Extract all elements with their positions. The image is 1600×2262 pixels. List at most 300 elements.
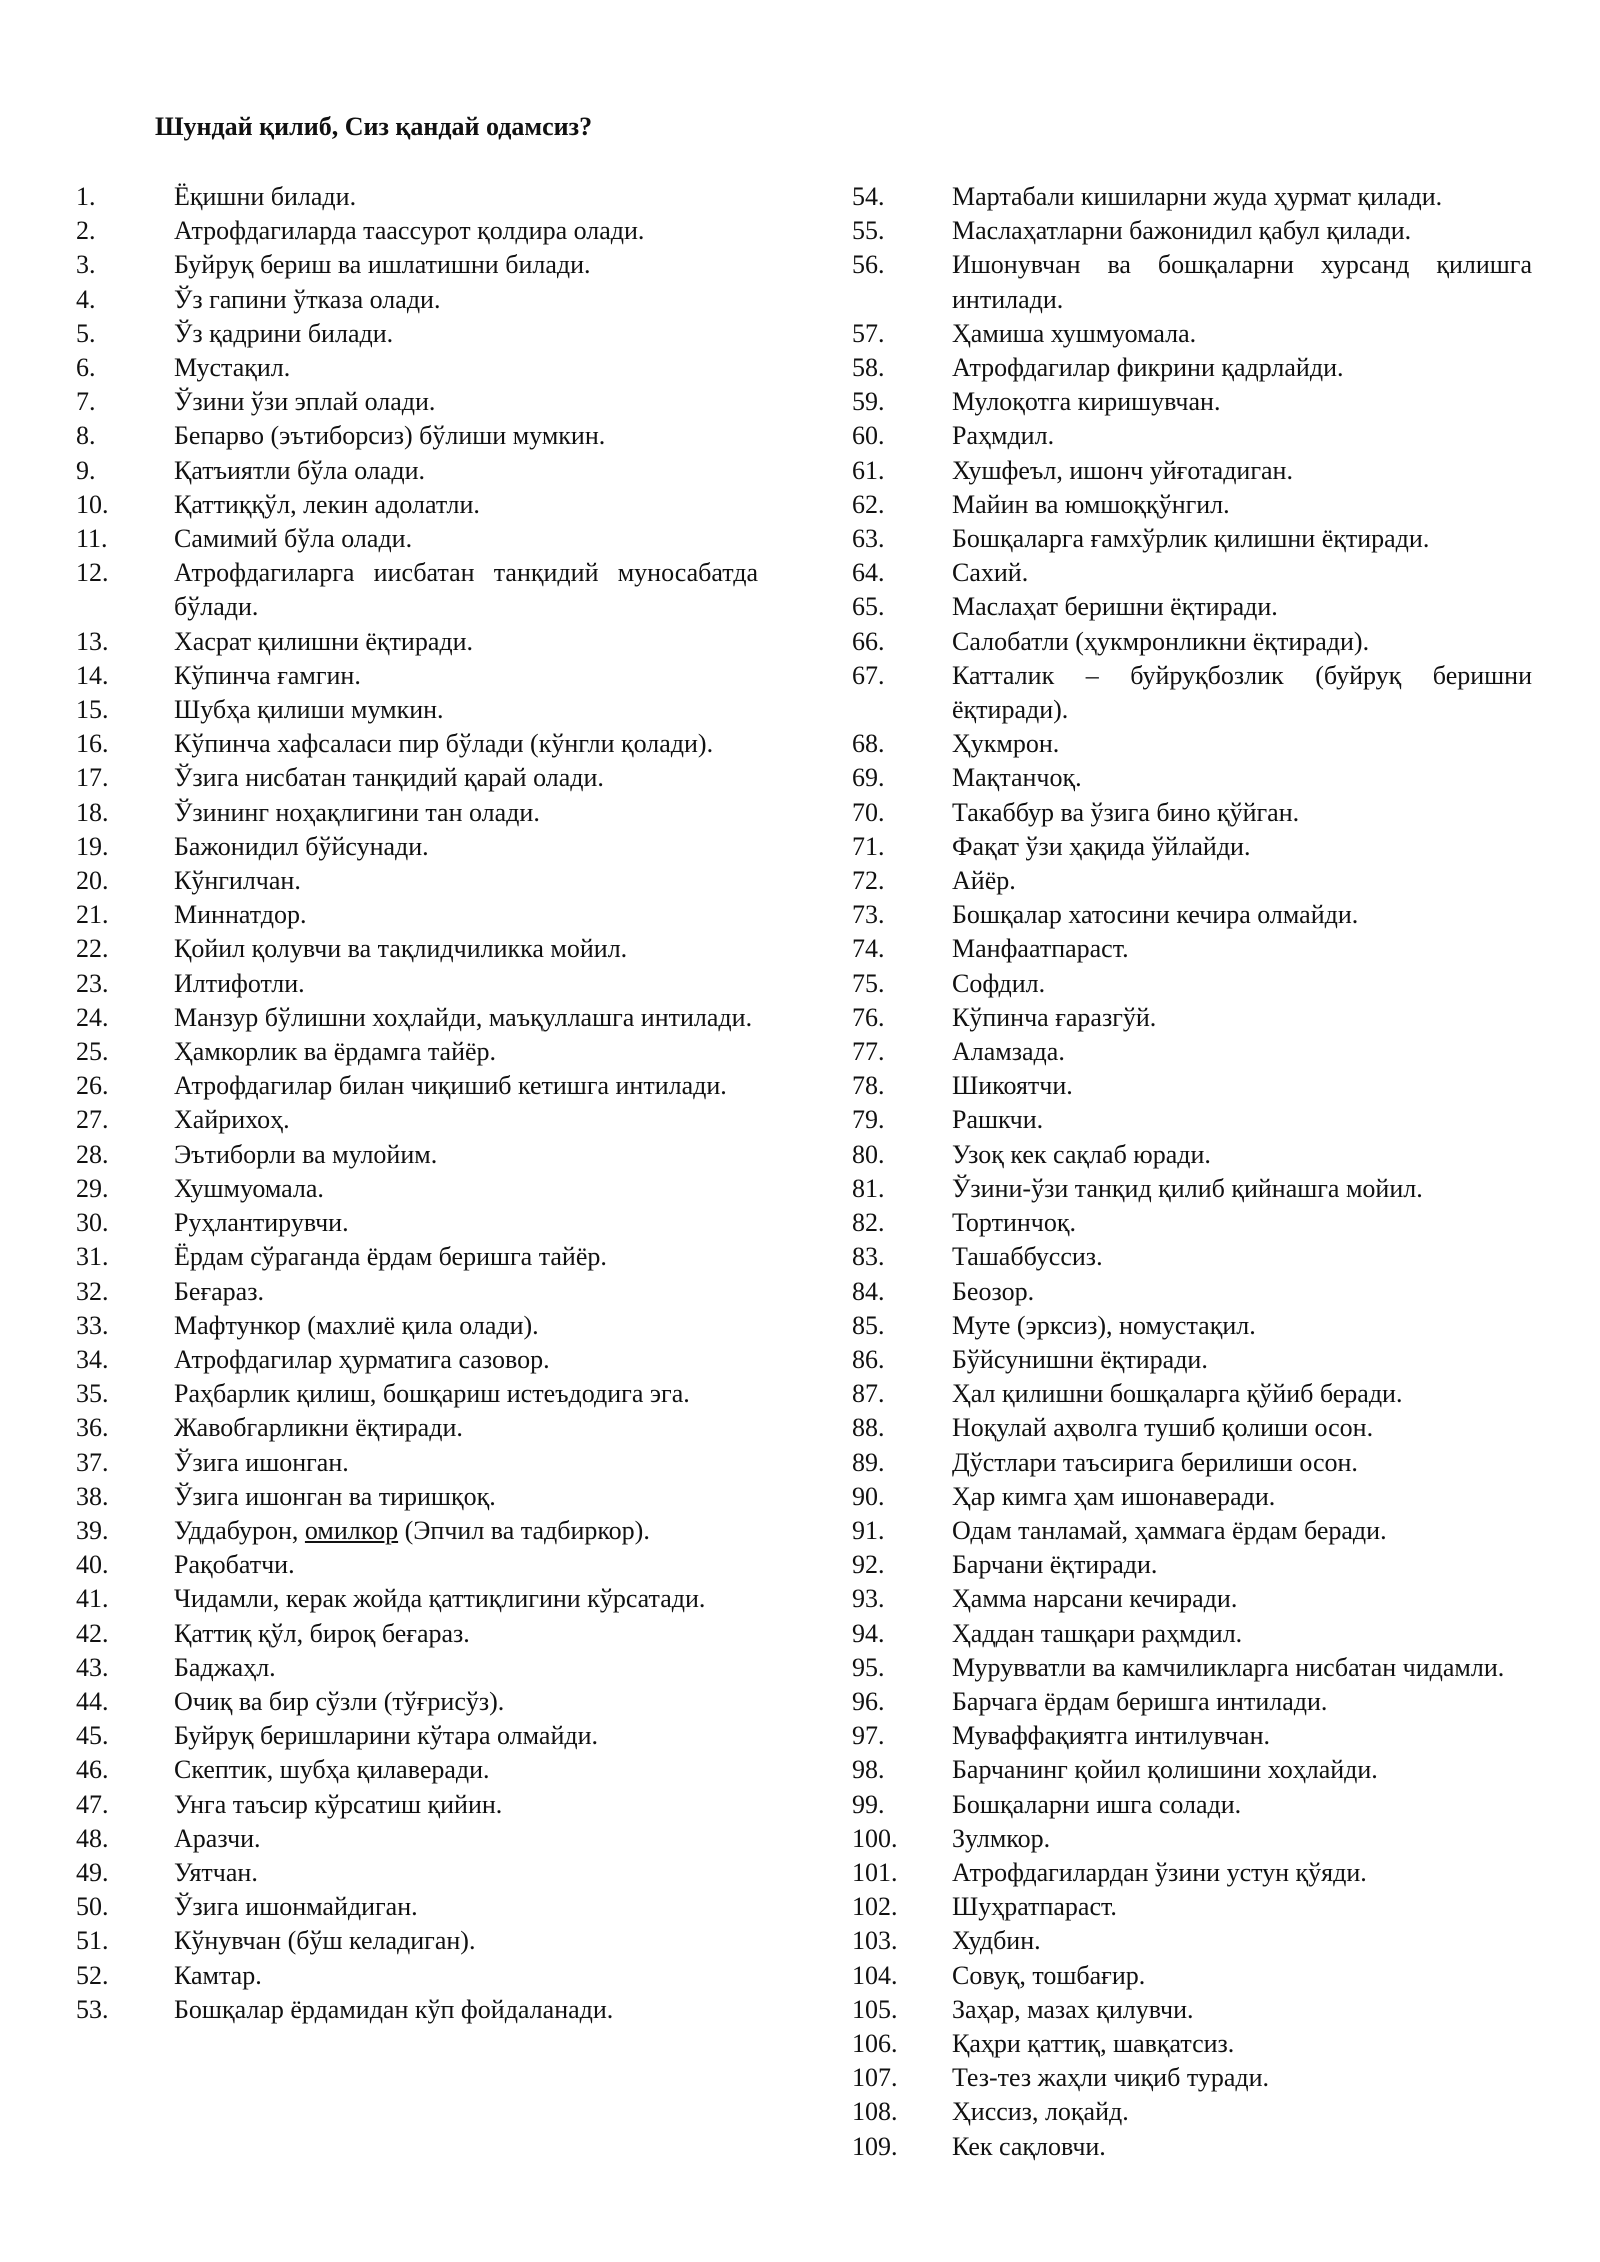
list-item — [852, 1446, 1532, 1480]
item-text: Ҳамиша хушмуомала. — [952, 318, 1197, 348]
list-item — [852, 1514, 1532, 1548]
item-number: 58. — [852, 353, 885, 383]
item-number: 32. — [76, 1276, 109, 1306]
item-text: Тортинчоқ. — [952, 1208, 1076, 1238]
list-item — [852, 180, 1532, 214]
item-number: 72. — [852, 866, 885, 896]
item-number: 80. — [852, 1139, 885, 1169]
item-text: Бепарво (эътиборсиз) бўлиши мумкин. — [174, 421, 606, 451]
list-item — [852, 898, 1532, 932]
item-text: Бажонидил бўйсунади. — [174, 831, 429, 861]
item-number: 87. — [852, 1379, 885, 1409]
item-number: 97. — [852, 1721, 885, 1751]
item-text: Тез-тез жаҳли чиқиб туради. — [952, 2063, 1270, 2093]
item-text: Скептик, шубҳа қилаверади. — [174, 1755, 490, 1785]
item-text: Эътиборли ва мулойим. — [174, 1139, 438, 1169]
list-item — [76, 419, 758, 453]
item-number: 12. — [76, 558, 109, 588]
list-item — [852, 590, 1532, 624]
list-item — [76, 967, 758, 1001]
list-item — [852, 454, 1532, 488]
list-item — [76, 248, 758, 282]
item-number: 54. — [852, 182, 885, 211]
list-item — [852, 1993, 1532, 2027]
item-number: 103. — [852, 1926, 898, 1956]
item-text: Софдил. — [952, 968, 1046, 998]
list-item — [76, 898, 758, 932]
item-number: 48. — [76, 1823, 109, 1853]
item-text: Дўстлари таъсирига берилиши осон. — [952, 1447, 1358, 1477]
item-text: Аразчи. — [174, 1823, 261, 1853]
list-item — [852, 1480, 1532, 1514]
item-text: Қаҳри қаттиқ, шавқатсиз. — [952, 2028, 1235, 2058]
item-number: 51. — [76, 1926, 109, 1956]
list-item — [852, 2130, 1532, 2164]
item-number: 30. — [76, 1208, 109, 1238]
item-text: Барчани ёқтиради. — [952, 1550, 1158, 1580]
item-text: Ўзини-ўзи танқид қилиб қийнашга мойил. — [952, 1173, 1423, 1203]
item-text: Шуҳратпараст. — [952, 1892, 1117, 1922]
item-number: 39. — [76, 1515, 109, 1545]
item-number: 55. — [852, 216, 885, 246]
item-number: 63. — [852, 524, 885, 554]
item-text: Ўзига ишонган. — [174, 1447, 349, 1477]
item-number: 4. — [76, 284, 96, 314]
item-number: 89. — [852, 1447, 885, 1477]
list-item — [76, 1206, 758, 1240]
item-text: Ҳиссиз, лоқайд. — [952, 2097, 1129, 2127]
list-item — [852, 1309, 1532, 1343]
item-text: Ёқишни билади. — [174, 182, 357, 211]
list-item — [76, 727, 758, 761]
item-text: Бошқаларни ишга солади. — [952, 1789, 1242, 1819]
item-number: 33. — [76, 1310, 109, 1340]
item-text: Беозор. — [952, 1276, 1035, 1306]
item-number: 79. — [852, 1105, 885, 1135]
list-item — [852, 1069, 1532, 1103]
list-item — [852, 1001, 1532, 1035]
list-item — [852, 1582, 1532, 1616]
list-item — [76, 1103, 758, 1137]
item-number: 108. — [852, 2097, 898, 2127]
list-item — [76, 214, 758, 248]
item-number: 61. — [852, 455, 885, 485]
list-item — [852, 317, 1532, 351]
list-item — [852, 2095, 1532, 2129]
list-item — [852, 1890, 1532, 1924]
item-number: 81. — [852, 1173, 885, 1203]
item-text: Ҳамма нарсани кечиради. — [952, 1584, 1238, 1614]
item-number: 1. — [76, 182, 96, 211]
list-item — [852, 625, 1532, 659]
item-text: Рақобатчи. — [174, 1550, 295, 1580]
item-text: Кўпинча ғаразгўй. — [952, 1002, 1157, 1032]
list-item — [76, 1377, 758, 1411]
list-item — [76, 1446, 758, 1480]
item-number: 25. — [76, 1037, 109, 1067]
item-number: 75. — [852, 968, 885, 998]
list-item — [76, 1035, 758, 1069]
item-number: 20. — [76, 866, 109, 896]
item-text: Раҳмдил. — [952, 421, 1055, 451]
list-item — [852, 419, 1532, 453]
item-number: 18. — [76, 797, 109, 827]
list-item — [852, 488, 1532, 522]
item-text: Салобатли (ҳукмронликни ёқтиради). — [952, 626, 1370, 656]
item-text: Манзур бўлишни хоҳлайди, маъқуллашга интилади. — [174, 1002, 753, 1032]
item-number: 56. — [852, 250, 885, 280]
item-text-part: (Эпчил ва тадбиркор). — [398, 1515, 650, 1545]
item-number: 37. — [76, 1447, 109, 1477]
item-number: 24. — [76, 1002, 109, 1032]
item-text: Уятчан. — [174, 1857, 258, 1887]
item-text: Одам танламай, ҳаммага ёрдам беради. — [952, 1515, 1387, 1545]
item-text: Катталик – буйруқбозлик (буйруқ беришни ёқтиради). — [952, 660, 1532, 725]
item-number: 28. — [76, 1139, 109, 1169]
item-text: Атрофдагиларда таассурот қолдира олади. — [174, 216, 645, 246]
item-number: 100. — [852, 1823, 898, 1853]
item-text: Муте (эрксиз), номустақил. — [952, 1310, 1256, 1340]
item-number: 62. — [852, 489, 885, 519]
item-number: 96. — [852, 1686, 885, 1716]
list-item — [76, 1788, 758, 1822]
item-text: Самимий бўла олади. — [174, 524, 413, 554]
list-item — [852, 1617, 1532, 1651]
item-text: Ўзига нисбатан танқидий қарай олади. — [174, 763, 604, 793]
item-number: 16. — [76, 729, 109, 759]
item-text: Бўйсунишни ёқтиради. — [952, 1344, 1208, 1374]
item-number: 9. — [76, 455, 96, 485]
list-item — [852, 2027, 1532, 2061]
list-item — [852, 351, 1532, 385]
item-number: 7. — [76, 387, 96, 417]
list-item — [76, 1480, 758, 1514]
item-text: Ҳукмрон. — [952, 729, 1060, 759]
item-number: 102. — [852, 1892, 898, 1922]
item-text: Ҳамкорлик ва ёрдамга тайёр. — [174, 1037, 497, 1067]
item-number: 41. — [76, 1584, 109, 1614]
item-text: Буйруқ бериш ва ишлатишни билади. — [174, 250, 591, 280]
item-text: Совуқ, тошбағир. — [952, 1960, 1146, 1990]
list-item — [76, 488, 758, 522]
list-item — [76, 1856, 758, 1890]
list-item — [76, 1582, 758, 1616]
item-text: Атрофдагилардан ўзини устун қўяди. — [952, 1857, 1367, 1887]
item-number: 21. — [76, 900, 109, 930]
list-item — [852, 522, 1532, 556]
item-text: Ҳар кимга ҳам ишонаверади. — [952, 1481, 1276, 1511]
item-number: 67. — [852, 660, 885, 690]
item-text: Бошқаларга ғамхўрлик қилишни ёқтиради. — [952, 524, 1430, 554]
item-number: 50. — [76, 1892, 109, 1922]
item-text: Манфаатпараст. — [952, 934, 1129, 964]
item-text: Миннатдор. — [174, 900, 307, 930]
list-item — [76, 1993, 758, 2027]
item-number: 92. — [852, 1550, 885, 1580]
item-number: 106. — [852, 2028, 898, 2058]
item-number: 109. — [852, 2131, 898, 2161]
item-text: Ҳал қилишни бошқаларга қўйиб беради. — [952, 1379, 1403, 1409]
list-item — [76, 283, 758, 317]
item-number: 98. — [852, 1755, 885, 1785]
list-item — [852, 1206, 1532, 1240]
item-number: 27. — [76, 1105, 109, 1135]
item-text: Кўпинча хафсаласи пир бўлади (кўнгли қолади). — [174, 729, 714, 759]
item-number: 14. — [76, 660, 109, 690]
item-number: 47. — [76, 1789, 109, 1819]
item-text: Қойил қолувчи ва тақлидчиликка мойил. — [174, 934, 628, 964]
item-number: 44. — [76, 1686, 109, 1716]
item-number: 42. — [76, 1618, 109, 1648]
item-text: Зулмкор. — [952, 1823, 1051, 1853]
list-item — [76, 932, 758, 966]
list-item — [852, 214, 1532, 248]
list-item — [852, 1959, 1532, 1993]
list-item — [76, 522, 758, 556]
item-number: 78. — [852, 1071, 885, 1101]
item-number: 94. — [852, 1618, 885, 1648]
list-item — [76, 1275, 758, 1309]
item-text: Унга таъсир кўрсатиш қийин. — [174, 1789, 503, 1819]
list-item — [852, 1856, 1532, 1890]
item-text: Қатъиятли бўла олади. — [174, 455, 426, 485]
item-text: Аламзада. — [952, 1037, 1065, 1067]
list-item — [76, 1138, 758, 1172]
item-text: Баджаҳл. — [174, 1652, 276, 1682]
list-item — [852, 1719, 1532, 1753]
list-item — [76, 693, 758, 727]
item-number: 35. — [76, 1379, 109, 1409]
list-item — [76, 1651, 758, 1685]
item-text: Муваффақиятга интилувчан. — [952, 1721, 1270, 1751]
list-item — [852, 1924, 1532, 1958]
item-number: 53. — [76, 1994, 109, 2024]
list-item — [852, 830, 1532, 864]
item-number: 17. — [76, 763, 109, 793]
item-number: 84. — [852, 1276, 885, 1306]
item-text-part: Уддабурон, — [174, 1515, 305, 1545]
item-text: Майин ва юмшоққўнгил. — [952, 489, 1230, 519]
item-text: Барчага ёрдам беришга интилади. — [952, 1686, 1328, 1716]
item-number: 93. — [852, 1584, 885, 1614]
list-item — [76, 1240, 758, 1274]
item-text: Ёрдам сўраганда ёрдам беришга тайёр. — [174, 1242, 607, 1272]
list-item — [76, 796, 758, 830]
item-text: Кек сақловчи. — [952, 2131, 1106, 2161]
list-item — [76, 180, 758, 214]
item-number: 77. — [852, 1037, 885, 1067]
item-text: Такаббур ва ўзига бино қўйган. — [952, 797, 1300, 827]
item-number: 90. — [852, 1481, 885, 1511]
item-text: Атрофдагилар билан чиқишиб кетишга интилади. — [174, 1071, 727, 1101]
item-number: 52. — [76, 1960, 109, 1990]
item-text: Ўзига ишонган ва тиришқоқ. — [174, 1481, 496, 1511]
item-text: Ўз қадрини билади. — [174, 318, 394, 348]
item-number: 83. — [852, 1242, 885, 1272]
list-item — [76, 1001, 758, 1035]
item-number: 101. — [852, 1857, 898, 1887]
list-item — [76, 454, 758, 488]
list-item — [852, 932, 1532, 966]
item-number: 13. — [76, 626, 109, 656]
list-item — [76, 830, 758, 864]
list-item — [852, 556, 1532, 590]
item-number: 69. — [852, 763, 885, 793]
item-text: Шикоятчи. — [952, 1071, 1073, 1101]
item-number: 46. — [76, 1755, 109, 1785]
list-item — [76, 317, 758, 351]
item-text: Ўзига ишонмайдиган. — [174, 1892, 418, 1922]
item-number: 34. — [76, 1344, 109, 1374]
list-item — [852, 1651, 1532, 1685]
item-text: Мафтункор (махлиё қила олади). — [174, 1310, 539, 1340]
item-number: 76. — [852, 1002, 885, 1032]
item-number: 85. — [852, 1310, 885, 1340]
list-item — [852, 796, 1532, 830]
right-column — [852, 180, 1532, 2164]
list-item — [76, 1924, 758, 1958]
list-item — [852, 2061, 1532, 2095]
item-number: 82. — [852, 1208, 885, 1238]
item-text: Хасрат қилишни ёқтиради. — [174, 626, 473, 656]
item-text: Мулоқотга киришувчан. — [952, 387, 1221, 417]
list-item — [852, 1275, 1532, 1309]
item-text: Заҳар, мазах қилувчи. — [952, 1994, 1194, 2024]
item-text: Буйруқ беришларини кўтара олмайди. — [174, 1721, 598, 1751]
item-text: Маслаҳатларни бажонидил қабул қилади. — [952, 216, 1412, 246]
item-number: 64. — [852, 558, 885, 588]
item-number: 107. — [852, 2063, 898, 2093]
list-item — [76, 385, 758, 419]
list-item — [76, 1822, 758, 1856]
list-item — [852, 385, 1532, 419]
item-text: Ишонувчан ва бошқаларни хурсанд қилишга интилади. — [952, 250, 1532, 314]
item-text: Ўзини ўзи эплай олади. — [174, 387, 436, 417]
item-number: 57. — [852, 318, 885, 348]
item-number: 11. — [76, 524, 108, 554]
list-item — [852, 864, 1532, 898]
list-item — [852, 727, 1532, 761]
item-number: 26. — [76, 1071, 109, 1101]
item-text: Хайрихоҳ. — [174, 1105, 290, 1135]
item-number: 15. — [76, 695, 109, 725]
item-text: Фақат ўзи ҳақида ўйлайди. — [952, 831, 1251, 861]
list-item — [76, 1548, 758, 1582]
list-item — [76, 659, 758, 693]
item-number: 36. — [76, 1413, 109, 1443]
list-item — [852, 1377, 1532, 1411]
list-item — [76, 1069, 758, 1103]
item-text: Ноқулай аҳволга тушиб қолиши осон. — [952, 1413, 1374, 1443]
item-number: 70. — [852, 797, 885, 827]
item-text: Мустақил. — [174, 353, 291, 383]
item-text: Атрофдагилар фикрини қадрлайди. — [952, 353, 1344, 383]
item-text: Камтар. — [174, 1960, 262, 1990]
item-text: Атрофдагилар ҳурматига сазовор. — [174, 1344, 550, 1374]
list-item — [852, 1685, 1532, 1719]
list-item — [852, 1343, 1532, 1377]
item-number: 31. — [76, 1242, 109, 1272]
item-text: Қаттиққўл, лекин адолатли. — [174, 489, 480, 519]
item-text: Маслаҳат беришни ёқтиради. — [952, 592, 1278, 622]
list-item — [852, 248, 1532, 316]
item-text: Атрофдагиларга иисбатан танқидий муносабатда бўлади. — [174, 558, 758, 622]
list-item — [76, 556, 758, 624]
item-number: 59. — [852, 387, 885, 417]
item-number: 71. — [852, 831, 885, 861]
item-number: 29. — [76, 1173, 109, 1203]
item-text: Ўз гапини ўтказа олади. — [174, 284, 441, 314]
list-item — [852, 1103, 1532, 1137]
item-number: 60. — [852, 421, 885, 451]
item-text: Жавобгарликни ёқтиради. — [174, 1413, 463, 1443]
list-item — [852, 1172, 1532, 1206]
item-text: Чидамли, керак жойда қаттиқлигини кўрсатади. — [174, 1584, 706, 1614]
item-number: 2. — [76, 216, 96, 246]
list-item — [852, 1035, 1532, 1069]
item-number: 95. — [852, 1652, 885, 1682]
item-text: Мурувватли ва камчиликларга нисбатан чидамли. — [952, 1652, 1505, 1682]
item-text: Шубҳа қилиши мумкин. — [174, 695, 444, 725]
item-text: Қаттиқ қўл, бироқ беғараз. — [174, 1618, 470, 1648]
item-number: 86. — [852, 1344, 885, 1374]
item-text: Кўнувчан (бўш келадиган). — [174, 1926, 476, 1956]
item-text: Кўпинча ғамгин. — [174, 660, 361, 690]
item-number: 22. — [76, 934, 109, 964]
item-number: 23. — [76, 968, 109, 998]
item-text: Кўнгилчан. — [174, 866, 301, 896]
item-number: 68. — [852, 729, 885, 759]
item-text: Бошқалар хатосини кечира олмайди. — [952, 900, 1359, 930]
list-item — [852, 1240, 1532, 1274]
item-text: Ташаббуссиз. — [952, 1242, 1103, 1272]
item-number: 45. — [76, 1721, 109, 1751]
item-text: Раҳбарлик қилиш, бошқариш истеъдодига эга. — [174, 1379, 690, 1409]
item-text: Хушмуомала. — [174, 1173, 324, 1203]
list-item — [76, 1343, 758, 1377]
item-text: Барчанинг қойил қолишини хоҳлайди. — [952, 1755, 1378, 1785]
item-text: Ўзининг ноҳақлигини тан олади. — [174, 797, 540, 827]
list-item — [76, 625, 758, 659]
item-text: Очиқ ва бир сўзли (тўғрисўз). — [174, 1686, 505, 1716]
item-number: 66. — [852, 626, 885, 656]
list-item — [76, 761, 758, 795]
item-number: 74. — [852, 934, 885, 964]
item-number: 19. — [76, 831, 109, 861]
item-number: 65. — [852, 592, 885, 622]
item-text: Узоқ кек сақлаб юради. — [952, 1139, 1211, 1169]
list-item — [76, 1685, 758, 1719]
item-text: Худбин. — [952, 1926, 1041, 1956]
list-item — [852, 659, 1532, 727]
list-item — [76, 1309, 758, 1343]
item-number: 40. — [76, 1550, 109, 1580]
item-number: 88. — [852, 1413, 885, 1443]
item-text: Рашкчи. — [952, 1105, 1044, 1135]
item-number: 73. — [852, 900, 885, 930]
list-item — [76, 1753, 758, 1787]
list-item — [76, 1411, 758, 1445]
item-number: 10. — [76, 489, 109, 519]
item-text: Ҳаддан ташқари раҳмдил. — [952, 1618, 1243, 1648]
item-number: 3. — [76, 250, 96, 280]
list-item — [852, 967, 1532, 1001]
item-text-underlined: омилкор — [304, 1515, 399, 1545]
item-number: 43. — [76, 1652, 109, 1682]
list-item — [76, 1959, 758, 1993]
list-item — [852, 1548, 1532, 1582]
list-item — [852, 1753, 1532, 1787]
